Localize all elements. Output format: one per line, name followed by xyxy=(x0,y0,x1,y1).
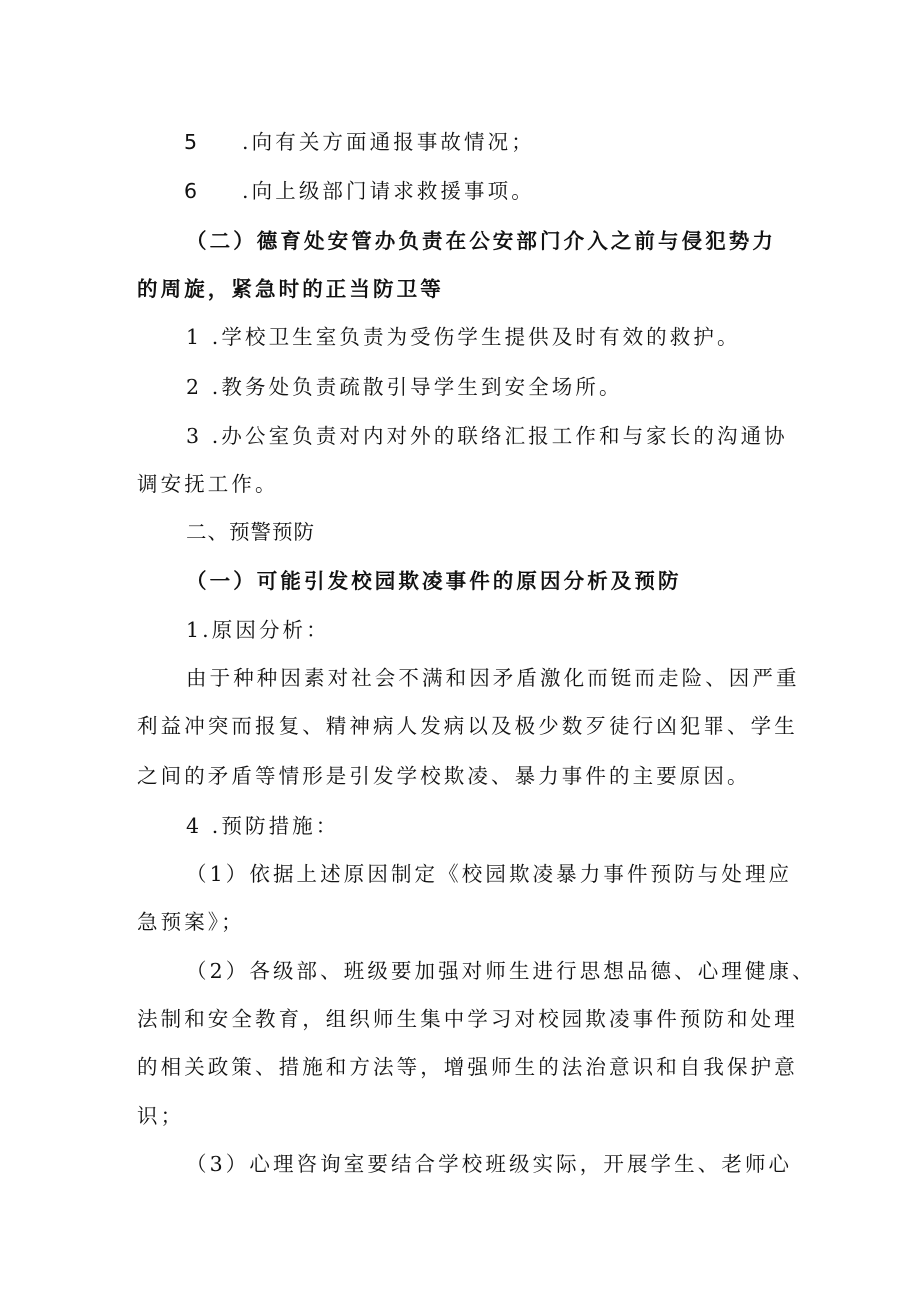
list-item-6 xyxy=(184,177,535,205)
paragraph-line: 2 .教务处负责疏散引导学生到安全场所。 xyxy=(186,375,623,399)
paragraph-line: 调安抚工作。 xyxy=(137,472,279,496)
section-heading-2-line2: 的周旋，紧急时的正当防卫等 xyxy=(137,277,444,301)
section-heading-2-line1: （二）德育处安管办负责在公安部门介入之前与侵犯势力 xyxy=(186,229,776,253)
paragraph-line: 由于种种因素对社会不满和因矛盾激化而铤而走险、因严重 xyxy=(186,666,800,690)
paragraph-line: （3）心理咨询室要结合学校班级实际，开展学生、老师心 xyxy=(186,1152,793,1176)
list-text: .向有关方面通报事故情况； xyxy=(242,130,535,154)
chapter-heading: 二、预警预防 xyxy=(186,520,315,544)
list-text: .向上级部门请求救援事项。 xyxy=(242,179,535,203)
paragraph-line: 识； xyxy=(137,1104,185,1128)
paragraph-line: 4 .预防措施： xyxy=(186,814,340,838)
paragraph-line: 3 .办公室负责对内对外的联络汇报工作和与家长的沟通协 xyxy=(186,424,788,448)
list-item-5 xyxy=(184,128,535,156)
paragraph-line: 1 .学校卫生室负责为受伤学生提供及时有效的救护。 xyxy=(186,325,741,349)
paragraph-line: 的相关政策、措施和方法等，增强师生的法治意识和自我保护意 xyxy=(137,1055,798,1079)
paragraph-line: （2）各级部、班级要加强对师生进行思想品德、心理健康、 xyxy=(186,959,816,983)
paragraph-line: 利益冲突而报复、精神病人发病以及极少数歹徒行凶犯罪、学生 xyxy=(137,714,798,738)
section-heading-1: （一）可能引发校园欺凌事件的原因分析及预防 xyxy=(186,569,682,593)
paragraph-line: 1.原因分析： xyxy=(186,618,330,642)
list-number: 6 xyxy=(184,179,198,203)
paragraph-line: 急预案》； xyxy=(137,910,245,934)
paragraph-line: 之间的矛盾等情形是引发学校欺凌、暴力事件的主要原因。 xyxy=(137,764,751,788)
paragraph-line: （1）依据上述原因制定《校园欺凌暴力事件预防与处理应 xyxy=(186,862,793,886)
paragraph-line: 法制和安全教育，组织师生集中学习对校园欺凌事件预防和处理 xyxy=(137,1007,798,1031)
list-number: 5 xyxy=(184,130,198,154)
